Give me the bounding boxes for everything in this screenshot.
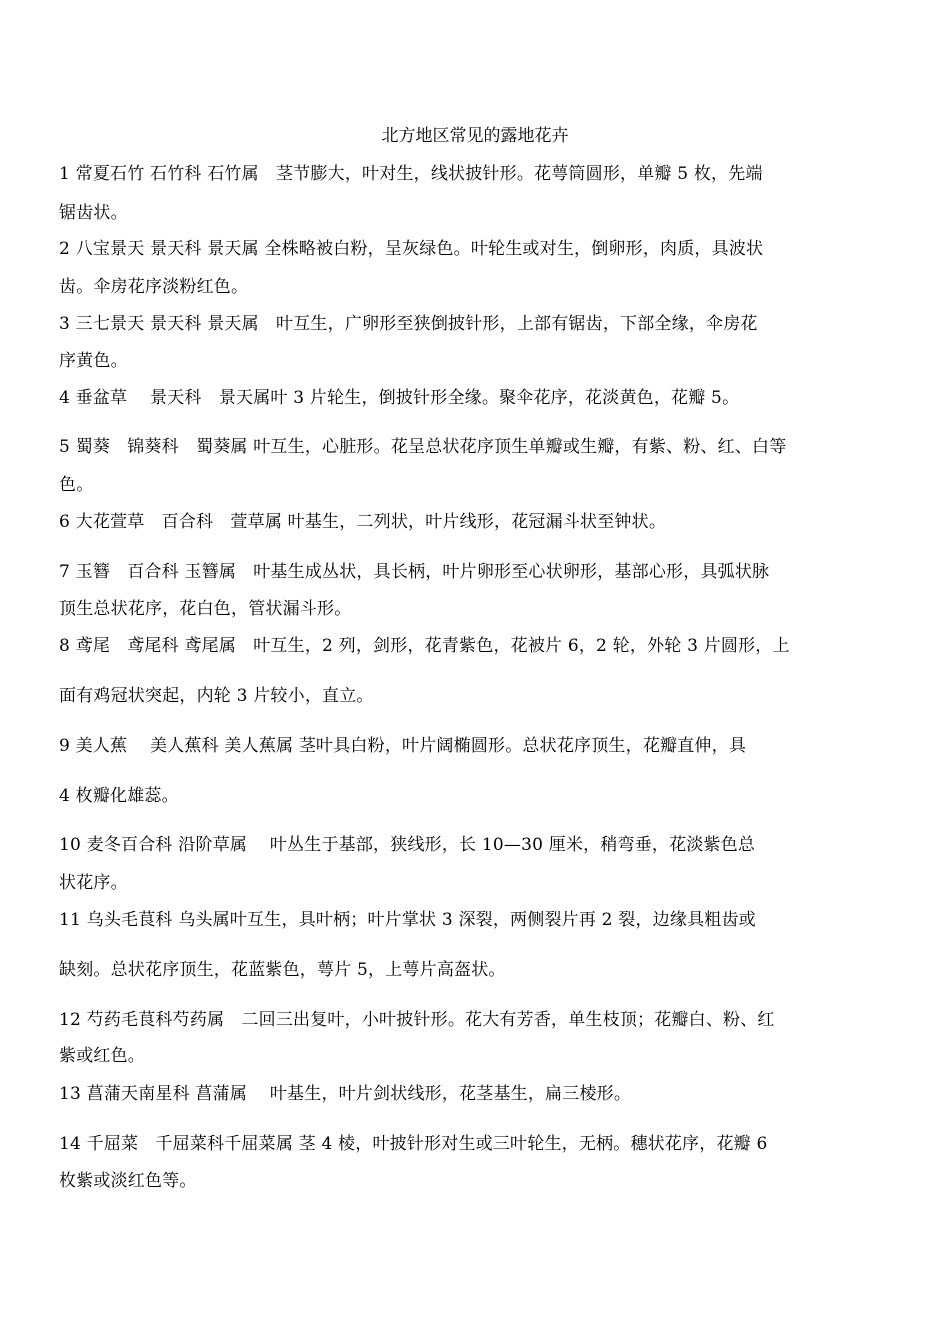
text-line-2: 锯齿状。	[59, 203, 128, 223]
text-line-15: 9 美人蕉 美人蕉科 美人蕉属 茎叶具白粉，叶片阔椭圆形。总状花序顶生，花瓣直伸，具	[59, 736, 747, 756]
text-line-23: 13 菖蒲天南星科 菖蒲属 叶基生，叶片剑状线形，花茎基生，扁三棱形。	[59, 1084, 632, 1104]
text-line-6: 序黄色。	[59, 351, 128, 371]
text-line-3: 2 八宝景天 景天科 景天属 全株略被白粉，呈灰绿色。叶轮生或对生，倒卵形，肉质，具波状	[59, 239, 764, 259]
text-line-13: 8 鸢尾 鸢尾科 鸢尾属 叶互生，2 列，剑形，花青紫色，花被片 6，2 轮，外轮 3 片圆形，上	[59, 636, 790, 656]
text-line-5: 3 三七景天 景天科 景天属 叶互生，广卵形至狭倒披针形，上部有锯齿，下部全缘，伞房花	[59, 314, 758, 334]
text-line-16: 4 枚瓣化雄蕊。	[59, 786, 179, 806]
text-line-18: 状花序。	[59, 873, 128, 893]
text-line-4: 齿。伞房花序淡粉红色。	[59, 277, 249, 297]
text-line-22: 紫或红色。	[59, 1046, 145, 1066]
text-line-14: 面有鸡冠状突起，内轮 3 片较小，直立。	[59, 686, 374, 706]
text-line-1: 1 常夏石竹 石竹科 石竹属 茎节膨大，叶对生，线状披针形。花萼筒圆形，单瓣 5 枚，先端	[59, 164, 763, 184]
document-title: 北方地区常见的露地花卉	[381, 126, 569, 146]
text-line-24: 14 千屈菜 千屈菜科千屈菜属 茎 4 棱，叶披针形对生或三叶轮生，无柄。穗状花序，花瓣 6	[59, 1134, 768, 1154]
text-line-17: 10 麦冬百合科 沿阶草属 叶丛生于基部，狭线形，长 10—30 厘米，稍弯垂，花淡紫色总	[59, 835, 756, 855]
text-line-10: 6 大花萱草 百合科 萱草属 叶基生，二列状，叶片线形，花冠漏斗状至钟状。	[59, 512, 667, 532]
text-line-21: 12 芍药毛茛科芍药属 二回三出复叶，小叶披针形。花大有芳香，单生枝顶；花瓣白、粉、红	[59, 1010, 775, 1030]
text-line-9: 色。	[59, 475, 94, 495]
text-line-11: 7 玉簪 百合科 玉簪属 叶基生成丛状，具长柄，叶片卵形至心状卵形，基部心形，具弧状脉	[59, 562, 770, 582]
text-line-19: 11 乌头毛茛科 乌头属叶互生，具叶柄；叶片掌状 3 深裂，两侧裂片再 2 裂，边缘具粗齿或	[59, 910, 756, 930]
text-line-20: 缺刻。总状花序顶生，花蓝紫色，萼片 5，上萼片高盔状。	[59, 960, 506, 980]
text-line-25: 枚紫或淡红色等。	[59, 1171, 197, 1191]
text-line-12: 顶生总状花序，花白色，管状漏斗形。	[59, 599, 352, 619]
text-line-7: 4 垂盆草 景天科 景天属叶 3 片轮生，倒披针形全缘。聚伞花序，花淡黄色，花瓣 5。	[59, 388, 740, 408]
text-line-8: 5 蜀葵 锦葵科 蜀葵属 叶互生，心脏形。花呈总状花序顶生单瓣或生瓣，有紫、粉、红、白等	[59, 437, 787, 457]
